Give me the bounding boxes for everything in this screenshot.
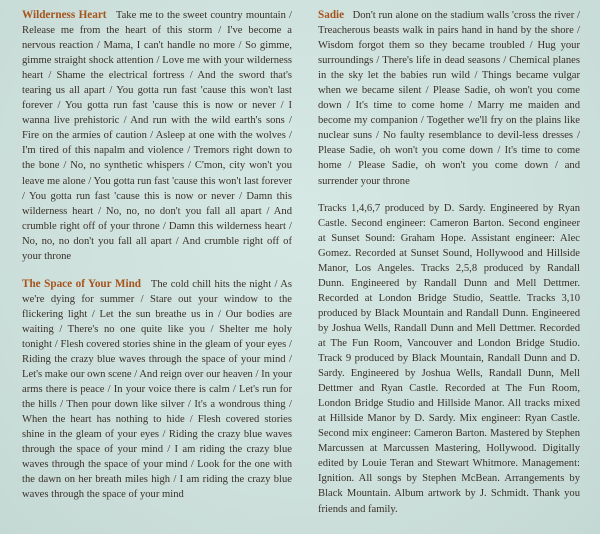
song-wilderness-heart xyxy=(22,8,292,264)
right-column xyxy=(318,8,580,517)
song-lyrics: The cold chill hits the night / As we're dying for summer / Stare out your window to the flickering light / Let the sun breathe us in / Our bodies are waiting / There's no one quite like you / Shelter me holy tonight / Flesh covered stories shine in the gleam of your eyes / Riding the crazy blue waves through the space of your mind / Let's make our own scene / And reign over our heaven / In your arms there is peace / In your voice there is calm / Let's run for the hills / Then pour down like silver / It's a wondrous thing / When the heart has nothing to hide / Flesh covered stories shine in the gleam of your eyes / Riding the crazy blue waves through the space of your mind / I am riding the crazy blue waves through the space of your mind / Look for the one with the dawn on her breath miles high / I am riding the crazy blue waves through the space of your mind xyxy=(22,278,292,501)
album-credits: Tracks 1,4,6,7 produced by D. Sardy. Engineered by Ryan Castle. Second engineer: Cameron Barton. Second engineer at Sunset Sound: Graham Hope. Assistant engineer: Alec Gomez. Recorded at Sunset Sound, Hollywood and Hillside Manor, Los Angeles. Tracks 2,5,8 produced by Randall Dunn. Engineered by Randall Dunn and Mell Dettmer. Recorded at London Bridge Studio, Seattle. Tracks 3,10 produced by Black Mountain and Randall Dunn. Engineered by Joshua Wells, Randall Dunn and Mell Dettmer. Recorded at The Fun Room, Vancouver and London Bridge Studio. Track 9 produced by Black Mountain, Randall Dunn and D. Sardy. Engineered by Joshua Wells, Randall Dunn, Mell Dettmer and Ryan Castle. Recorded at The Fun Room, London Bridge Studio and Hillside Manor. All tracks mixed at Hillside Manor by D. Sardy. Mix engineer: Ryan Castle. Second mix engineer: Cameron Barton. Mastered by Stephen Marcussen at Marcussen Mastering, Hollywood. Digitally edited by Louie Teran and Stewart Whitmore. Management: Ignition. All songs by Stephen McBean. Arrangements by Black Mountain. Album artwork by J. Schmidt. Thank you friends and family. xyxy=(318,202,580,515)
song-lyrics: Don't run alone on the stadium walls 'cross the river / Treacherous beasts walk in pairs hand in hand by the shore / Wisdom forgot them so they became troubled / Hug your surroundings / There's life in dead seasons / Chemical planes in the sky let the babies run wild / Things became vulgar when we became silent / Please Sadie, oh won't you come down / It's time to come home / Marry me maiden and become my companion / Together we'll fry on the plains like nuclear suns / No faulty resemblance to devil-less dresses / Please Sadie, oh won't you come down / It's time to come home / Please Sadie, oh won't you come down / and surrender your throne xyxy=(318,10,580,187)
song-title: Wilderness Heart xyxy=(22,9,107,21)
left-column xyxy=(22,8,292,503)
song-lyrics: Take me to the sweet country mountain / Release me from the heart of this storm / I've become a nervous reaction / Mama, I can't handle no more / So gimme, gimme straight shock attention / Love me with your wilderness heart / Shame the electrical fortress / And the sword that's tearing us all apart / You gotta run fast 'cause this won't last forever / You gotta run fast 'cause this is now or never / I wanna live prehistoric / And run with the wild earth's sons / Fire on the armies of caution / Asleep at one with the wolves / I'm tired of this napalm and violence / Tremors right down to the bone / No, no synthetic whispers / C'mon, city won't you leave me alone / You gotta run fast 'cause this won't last forever / You gotta run fast 'cause this is now or never / Damn this wilderness heart / No, no, no don't you fall all apart / And crumble right off of your throne / Damn this wilderness heart / No, no, no don't you fall all apart / And crumble right off of your throne xyxy=(22,10,292,262)
song-space-of-your-mind xyxy=(22,277,292,503)
song-title: The Space of Your Mind xyxy=(22,277,142,290)
song-sadie xyxy=(318,8,580,189)
song-title: Sadie xyxy=(318,9,345,21)
